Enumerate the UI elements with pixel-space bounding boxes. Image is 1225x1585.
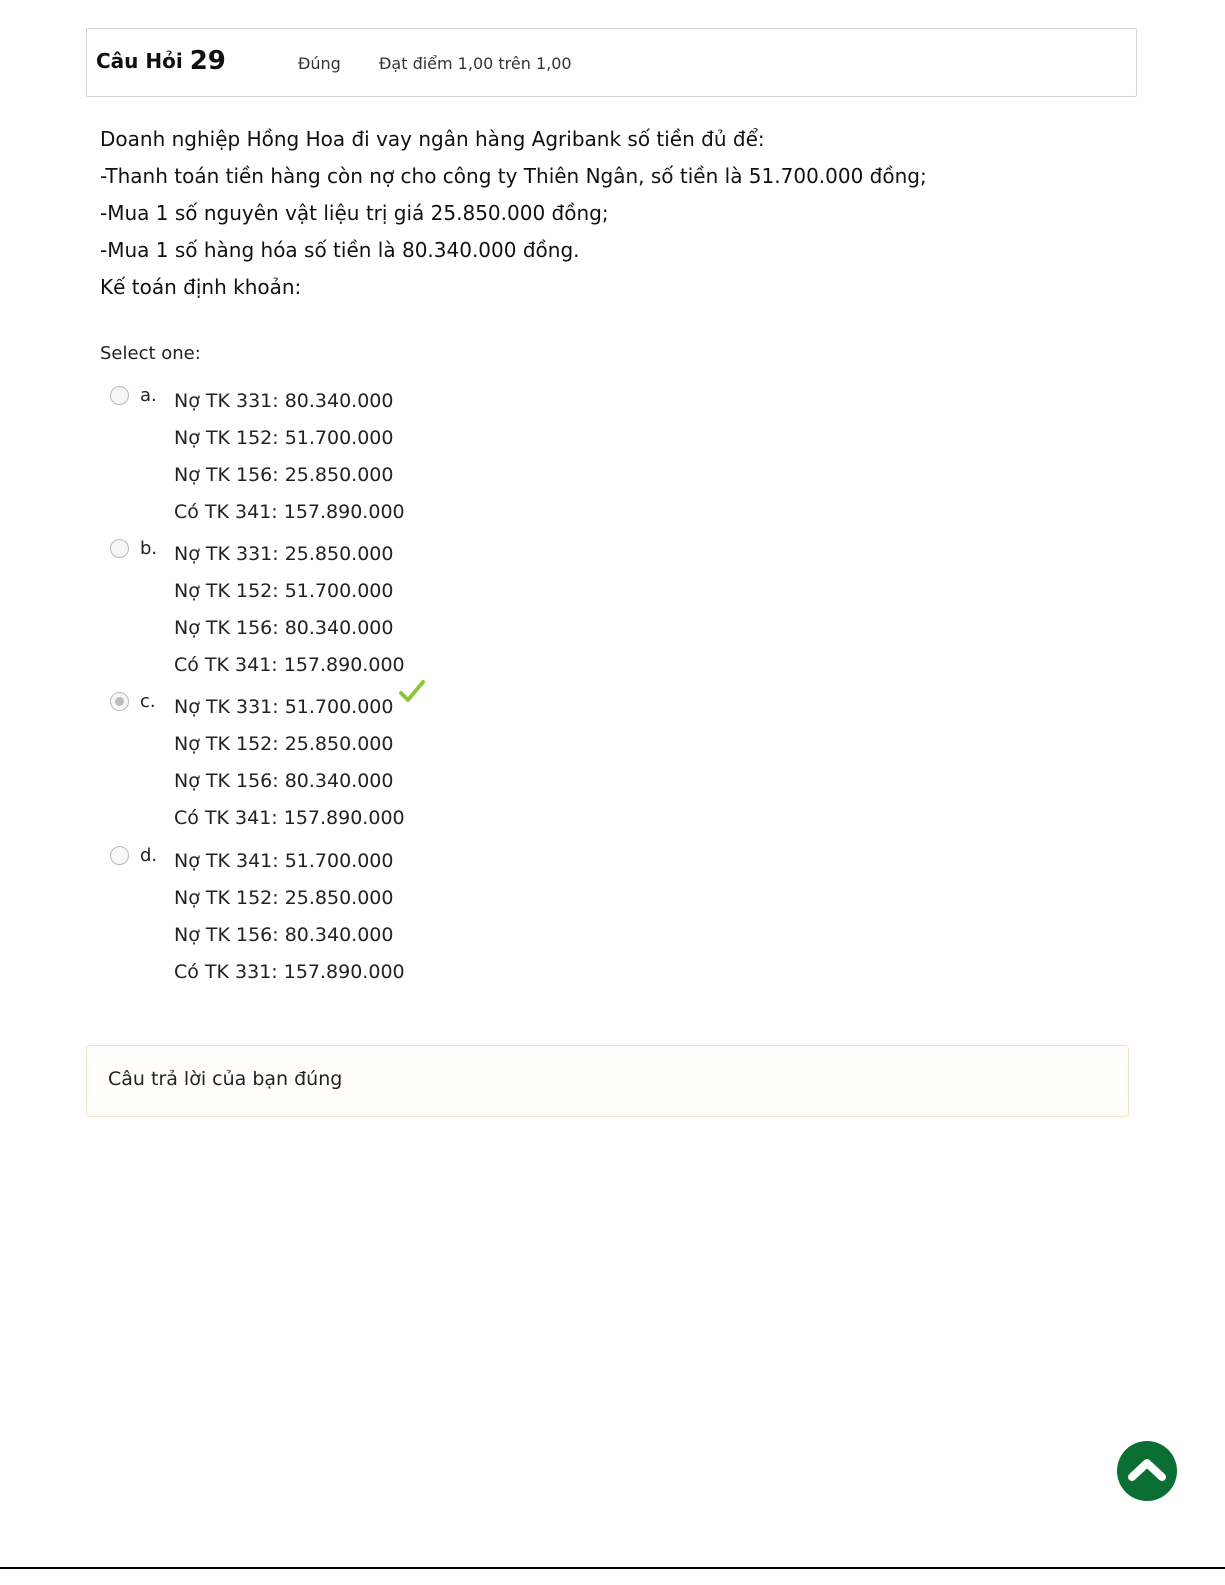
question-grade: Đạt điểm 1,00 trên 1,00 <box>379 54 572 73</box>
option-text[interactable] <box>174 536 405 684</box>
question-text-line: Doanh nghiệp Hồng Hoa đi vay ngân hàng Agribank số tiền đủ để: <box>100 127 765 151</box>
option-line: Có TK 331: 157.890.000 <box>174 961 405 983</box>
question-number-value: 29 <box>189 46 226 76</box>
option-letter: b. <box>140 538 158 559</box>
option-line: Có TK 341: 157.890.000 <box>174 807 405 829</box>
radio-button-a[interactable] <box>110 386 129 405</box>
question-text-line: -Mua 1 số nguyên vật liệu trị giá 25.850.000 đồng; <box>100 201 609 225</box>
radio-button-b[interactable] <box>110 539 129 558</box>
option-line: Nợ TK 152: 51.700.000 <box>174 427 394 449</box>
option-line: Nợ TK 331: 25.850.000 <box>174 543 394 565</box>
feedback-text: Câu trả lời của bạn đúng <box>108 1068 343 1090</box>
question-label: Câu Hỏi <box>96 49 183 73</box>
back-to-top-button[interactable] <box>1117 1441 1177 1501</box>
question-number <box>96 45 226 75</box>
question-text-line: -Mua 1 số hàng hóa số tiền là 80.340.000 đồng. <box>100 238 580 262</box>
question-info-panel <box>86 28 1137 97</box>
chevron-up-icon <box>1117 1441 1177 1501</box>
bottom-divider <box>0 1567 1225 1569</box>
option-line: Nợ TK 152: 25.850.000 <box>174 887 394 909</box>
check-icon <box>399 680 425 717</box>
option-line: Nợ TK 331: 80.340.000 <box>174 390 394 412</box>
option-line: Có TK 341: 157.890.000 <box>174 654 405 676</box>
option-line: Nợ TK 331: 51.700.000 <box>174 696 394 718</box>
option-line: Nợ TK 152: 25.850.000 <box>174 733 394 755</box>
option-line: Có TK 341: 157.890.000 <box>174 501 405 523</box>
option-line: Nợ TK 341: 51.700.000 <box>174 850 394 872</box>
question-text <box>100 121 927 306</box>
radio-button-d[interactable] <box>110 846 129 865</box>
radio-button-c[interactable] <box>110 692 129 711</box>
option-line: Nợ TK 156: 25.850.000 <box>174 464 394 486</box>
option-letter: d. <box>140 845 158 866</box>
feedback-box <box>86 1045 1129 1117</box>
option-text[interactable] <box>174 383 405 531</box>
option-text[interactable] <box>174 843 405 991</box>
option-letter: a. <box>140 385 157 406</box>
option-line: Nợ TK 156: 80.340.000 <box>174 617 394 639</box>
option-letter: c. <box>140 691 156 712</box>
question-text-line: -Thanh toán tiền hàng còn nợ cho công ty Thiên Ngân, số tiền là 51.700.000 đồng; <box>100 164 927 188</box>
option-line: Nợ TK 156: 80.340.000 <box>174 924 394 946</box>
question-text-line: Kế toán định khoản: <box>100 275 302 299</box>
question-state: Đúng <box>298 54 341 73</box>
option-text[interactable] <box>174 689 425 837</box>
option-line: Nợ TK 152: 51.700.000 <box>174 580 394 602</box>
option-line: Nợ TK 156: 80.340.000 <box>174 770 394 792</box>
select-one-prompt: Select one: <box>100 343 201 364</box>
